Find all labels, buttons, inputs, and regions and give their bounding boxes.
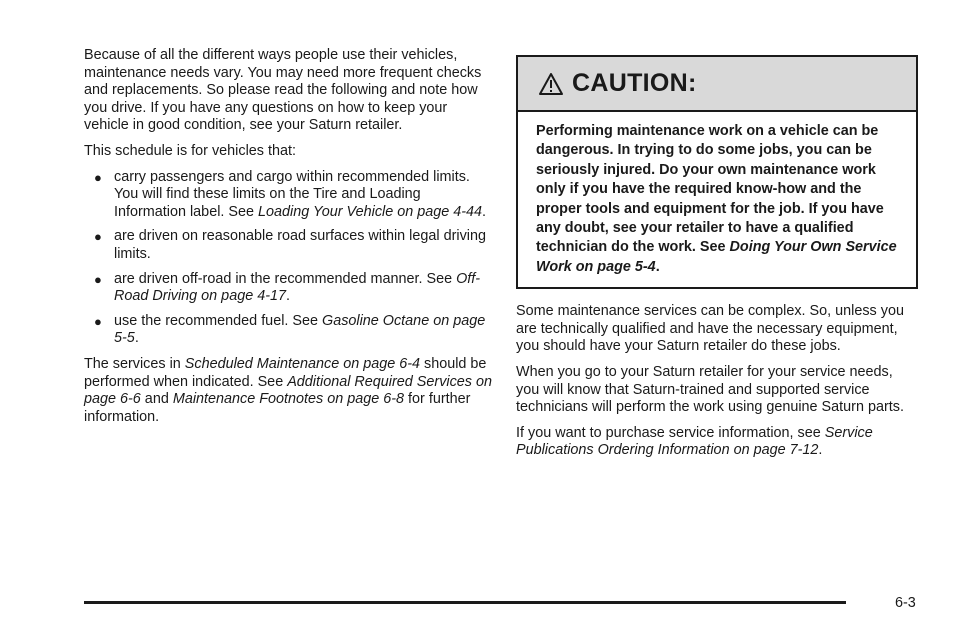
caution-header	[518, 57, 916, 112]
complex-services-paragraph: Some maintenance services can be complex. So, unless you are technically qualified and have the necessary equipment, you should have your Saturn retailer do these jobs.	[516, 303, 904, 355]
caution-box	[516, 55, 918, 289]
cross-reference: Gasoline Octane on page 5-5	[114, 312, 486, 347]
cross-reference: Service Publications Ordering Information on page 7-12	[516, 424, 873, 459]
right-column	[516, 55, 918, 468]
bullet-icon: ●	[94, 169, 102, 185]
footer-rule	[84, 601, 846, 604]
cross-reference: Doing Your Own Service Work on page 5-4	[536, 239, 897, 275]
caution-title: CAUTION:	[572, 68, 697, 97]
bullet-icon: ●	[94, 271, 102, 287]
service-info-paragraph: If you want to purchase service information, see Service Publications Ordering Information on page 7-12.	[516, 424, 873, 459]
bullet-icon: ●	[94, 229, 102, 245]
cross-reference: Off-Road Driving on page 4-17	[114, 270, 481, 305]
list-item: ● carry passengers and cargo within recommended limits. You will find these limits on the Tire and Loading Information label. See Loading Your Vehicle on page 4-44.	[94, 168, 487, 220]
left-column	[84, 47, 494, 434]
cross-reference: Loading Your Vehicle on page 4-44	[258, 203, 483, 220]
list-item: ● are driven off-road in the recommended manner. See Off-Road Driving on page 4-17.	[94, 270, 481, 305]
cross-reference: Additional Required Services on page 6-6	[84, 373, 492, 408]
cross-reference: Maintenance Footnotes on page 6-8	[172, 391, 405, 408]
services-paragraph: The services in Scheduled Maintenance on page 6-4 should be performed when indicated. See Additional Required Services on page 6-6 and Maintenance Footnotes on page 6-8 for further information.	[84, 355, 492, 425]
vehicle-conditions-list	[84, 169, 494, 348]
intro-paragraph: Because of all the different ways people use their vehicles, maintenance needs vary. You may need more frequent checks and replacements. So please read the following and note how you drive. If you have any questions on how to keep your vehicle in good condition, see your Saturn retailer.	[84, 47, 482, 134]
page-number: 6-3	[895, 595, 916, 611]
bullet-icon: ●	[94, 313, 102, 329]
schedule-intro: This schedule is for vehicles that:	[84, 142, 296, 159]
list-item: ● are driven on reasonable road surfaces within legal driving limits.	[94, 228, 486, 262]
warning-triangle-icon	[538, 72, 564, 96]
retailer-paragraph: When you go to your Saturn retailer for your service needs, you will know that Saturn-trained and supported service technicians will perform the work using genuine Saturn parts.	[516, 364, 904, 416]
cross-reference: Scheduled Maintenance on page 6-4	[184, 355, 421, 372]
list-item: ● use the recommended fuel. See Gasoline Octane on page 5-5.	[94, 312, 486, 347]
caution-text: Performing maintenance work on a vehicle can be dangerous. In trying to do some jobs, you can be seriously injured. Do your own maintenance work only if you have the required know-how and the proper tools and equipment for the job. If you have any doubt, see your retailer to have a qualified technician do the work. See Doing Your Own Service Work on page 5-4.	[536, 123, 897, 275]
